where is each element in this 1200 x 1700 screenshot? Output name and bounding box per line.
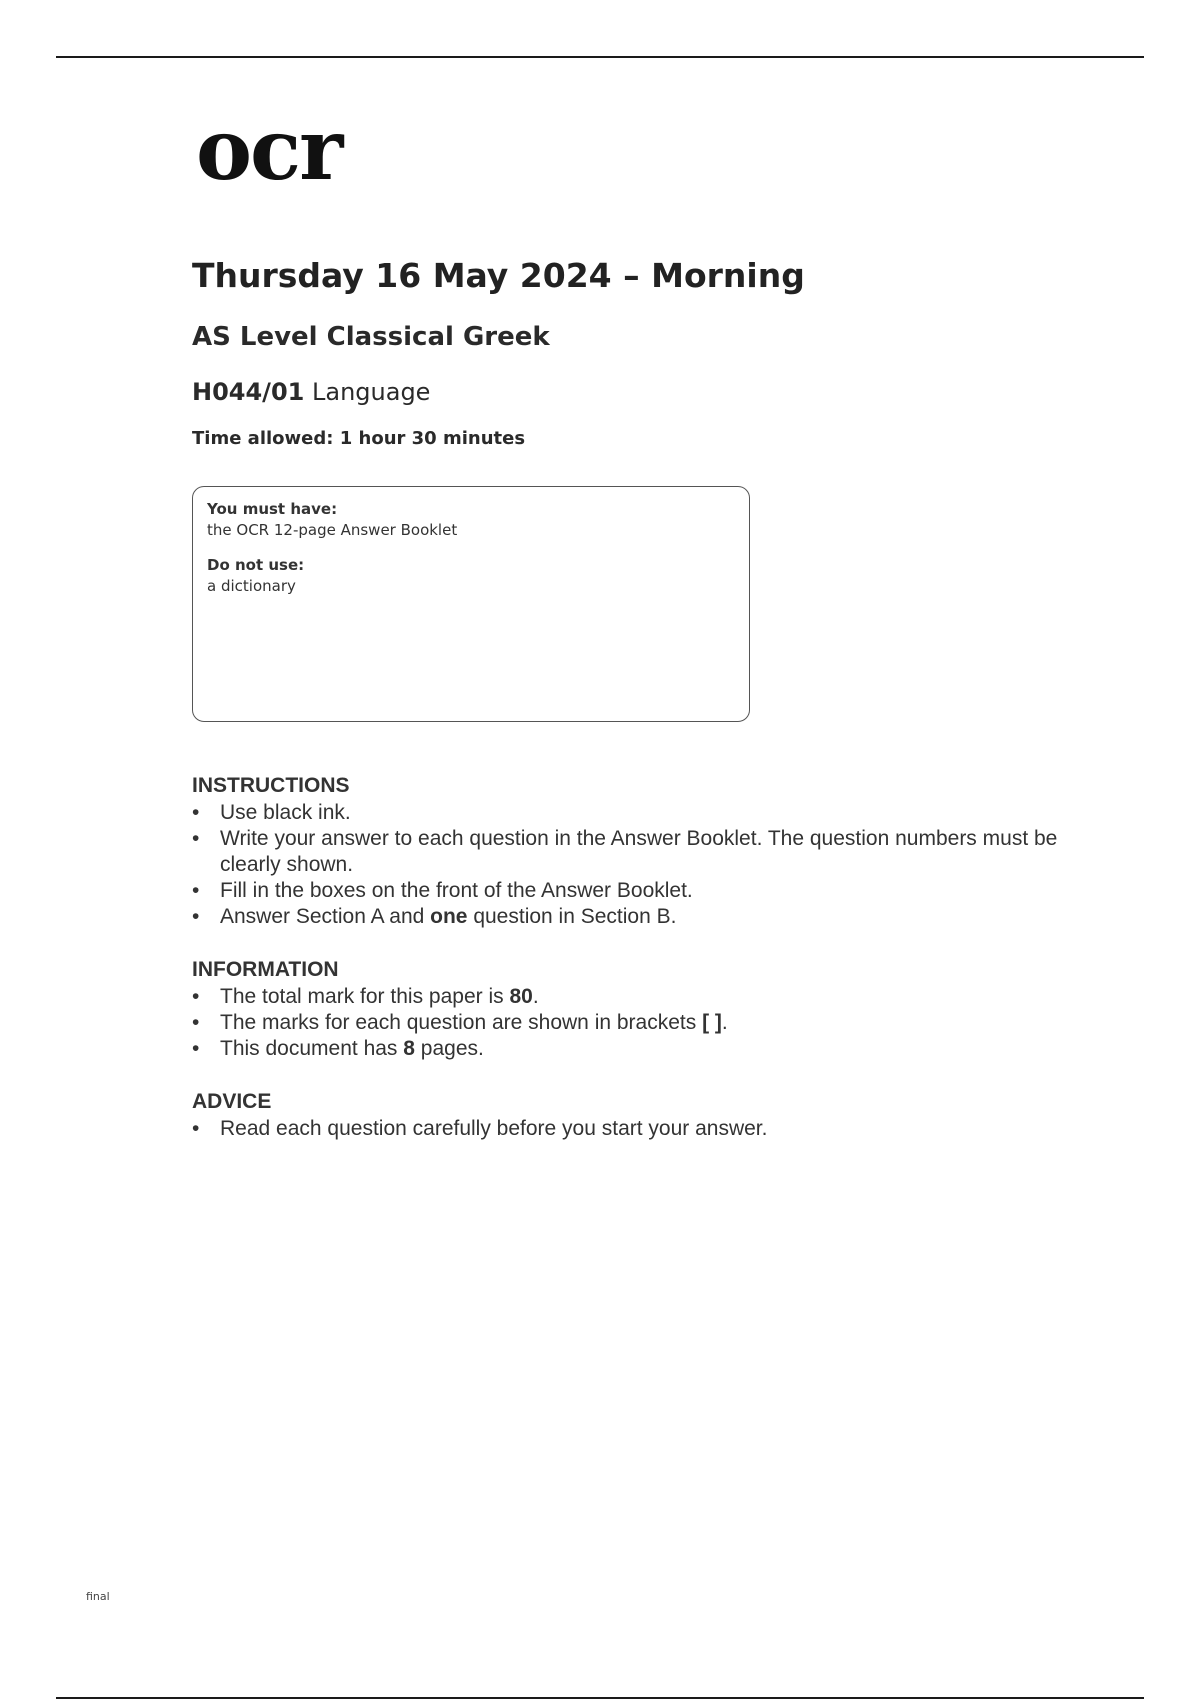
paper-name: Language xyxy=(312,378,431,406)
subject-title: AS Level Classical Greek xyxy=(192,322,550,352)
information-list xyxy=(192,984,1092,1062)
list-item: • Write your answer to each question in the Answer Booklet. The question numbers must be clearly shown. xyxy=(192,827,1058,876)
instructions-heading: INSTRUCTIONS xyxy=(192,774,350,797)
bullet-icon: • xyxy=(192,1011,200,1034)
paper-code: H044/01 xyxy=(192,378,305,406)
do-not-use-heading: Do not use: xyxy=(207,556,305,574)
exam-date-session: Thursday 16 May 2024 – Morning xyxy=(192,256,805,295)
list-item: • The total mark for this paper is 80. xyxy=(192,985,539,1008)
paper-code-line xyxy=(192,378,430,406)
advice-list xyxy=(192,1116,1092,1142)
requirements-box xyxy=(192,486,750,722)
must-have-item: the OCR 12-page Answer Booklet xyxy=(207,521,458,539)
list-item: • This document has 8 pages. xyxy=(192,1037,484,1060)
instructions-section xyxy=(192,772,1092,930)
information-heading: INFORMATION xyxy=(192,958,339,981)
must-have-heading: You must have: xyxy=(207,500,338,518)
bullet-icon: • xyxy=(192,801,200,824)
bullet-icon: • xyxy=(192,1037,200,1060)
advice-section xyxy=(192,1088,1092,1142)
advice-heading: ADVICE xyxy=(192,1090,272,1113)
bullet-icon: • xyxy=(192,905,200,928)
list-item: • Read each question carefully before you start your answer. xyxy=(192,1117,768,1140)
bullet-icon: • xyxy=(192,827,200,850)
footer-label: final xyxy=(86,1590,110,1603)
bullet-icon: • xyxy=(192,985,200,1008)
ocr-logo: ocr xyxy=(196,100,342,199)
list-item: • The marks for each question are shown in brackets [ ]. xyxy=(192,1011,728,1034)
do-not-use-item: a dictionary xyxy=(207,577,296,595)
bullet-icon: • xyxy=(192,879,200,902)
list-item: • Use black ink. xyxy=(192,801,351,824)
list-item: • Fill in the boxes on the front of the Answer Booklet. xyxy=(192,879,693,902)
time-allowed: Time allowed: 1 hour 30 minutes xyxy=(192,428,526,449)
bullet-icon: • xyxy=(192,1117,200,1140)
instructions-list xyxy=(192,800,1092,930)
list-item: • Answer Section A and one question in Section B. xyxy=(192,905,677,928)
top-rule xyxy=(56,56,1144,58)
bottom-rule xyxy=(56,1697,1144,1699)
information-section xyxy=(192,956,1092,1062)
